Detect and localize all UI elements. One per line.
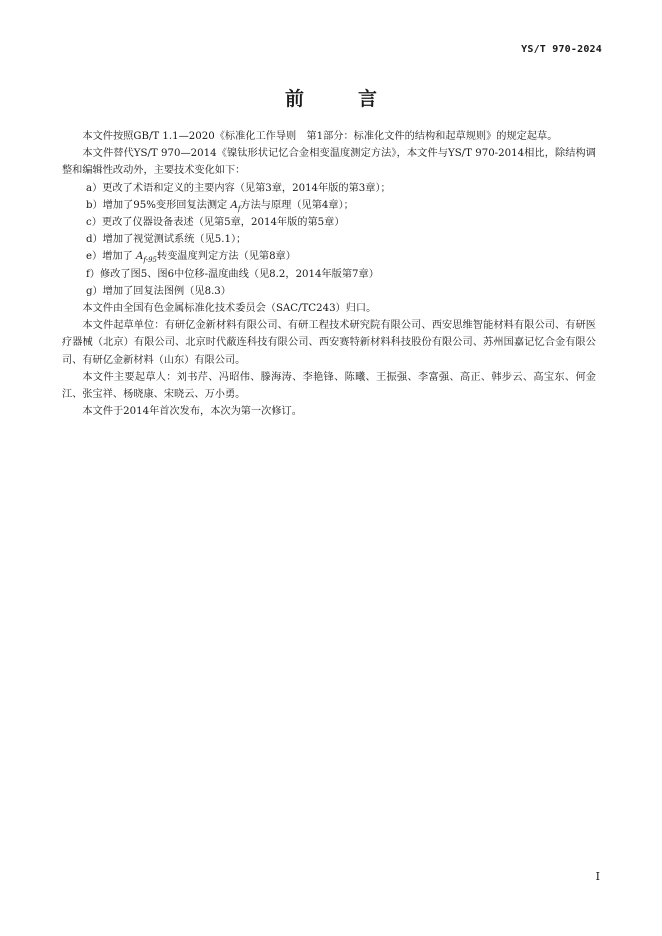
change-item-b-prefix: b）增加了95%变形回复法测定: [86, 199, 231, 211]
paragraph-committee: 本文件由全国有色金属标准化技术委员会（SAC/TC243）归口。: [82, 303, 377, 315]
paragraph-drafting-units: 本文件起草单位：有研亿金新材料有限公司、有研工程技术研究院有限公司、西安思维智能材料有限公司、有研医疗器械（北京）有限公司、北京时代蔽连科技有限公司、西安赛特新材料科技股份有限公司、苏州国嘉记忆合金有限公司、有研亿金新材料（山东）有限公司。: [62, 320, 596, 366]
title-char-1: 前: [284, 88, 304, 110]
change-item-e-prefix: e）增加了: [86, 251, 137, 263]
change-item-d: d）增加了视觉测试系统（见5.1）；: [86, 234, 247, 246]
paragraph-replacement: 本文件替代YS/T 970—2014《镍钛形状记忆合金相变温度测定方法》，本文件与YS/T 970-2014相比，除结构调整和编辑性改动外，主要技术变化如下：: [62, 148, 596, 177]
change-item-e-suffix: 转变温度判定方法（见第8章）: [157, 251, 296, 263]
change-item-e: [62, 248, 596, 265]
page-title: [0, 84, 662, 111]
change-item-c: c）更改了仪器设备表述（见第5章，2014年版的第5章）: [86, 217, 345, 229]
change-item-g: g）增加了回复法图例（见8.3）: [86, 285, 231, 297]
paragraph-drafting-rules: 本文件按照GB/T 1.1—2020《标准化工作导则 第1部分：标准化文件的结构和起草规则》的规定起草。: [82, 131, 558, 142]
document-code: YS/T 970-2024: [521, 44, 602, 55]
paragraph-history: 本文件于2014年首次发布，本次为第一次修订。: [82, 406, 302, 418]
symbol-af: [230, 200, 240, 211]
symbol-af-main: A: [230, 199, 238, 211]
symbol-af-subscript: f: [237, 204, 241, 213]
title-char-2: 言: [358, 88, 378, 110]
foreword-body: [62, 128, 596, 420]
symbol-af95: [136, 251, 158, 265]
symbol-af95-subscript: f-95: [143, 256, 158, 265]
change-item-b-suffix: 方法与原理（见第4章）；: [240, 199, 354, 211]
symbol-af95-main: A: [136, 251, 144, 263]
change-item-f: f）修改了图5、图6中位移-温度曲线（见8.2，2014年版第7章）: [86, 268, 379, 280]
changes-list: [62, 180, 596, 300]
paragraph-drafters: 本文件主要起草人：刘书芹、冯昭伟、滕海涛、李艳锋、陈曦、王振强、李富强、高正、韩步云、高宝东、何金江、张宝祥、杨晓康、宋晓云、万小勇。: [62, 371, 596, 401]
change-item-b: [62, 197, 596, 214]
page-number: I: [595, 870, 600, 883]
change-item-a: a）更改了术语和定义的主要内容（见第3章，2014年版的第3章）；: [86, 182, 391, 194]
